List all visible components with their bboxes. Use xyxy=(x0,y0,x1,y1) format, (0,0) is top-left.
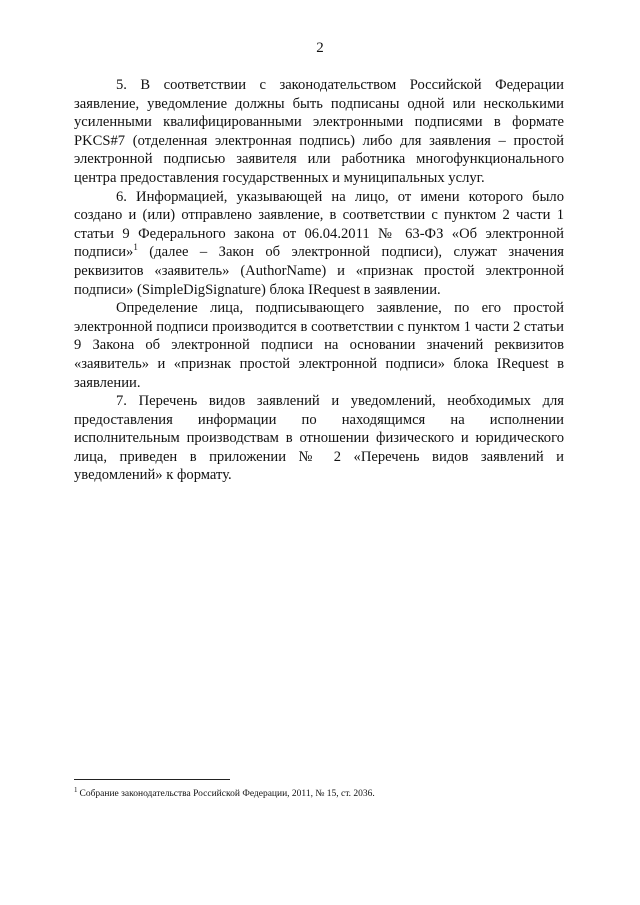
footnote-divider xyxy=(74,779,230,780)
paragraph-6 xyxy=(74,188,564,300)
footnote xyxy=(74,785,564,800)
page-number: 2 xyxy=(316,40,324,56)
paragraph-6-text-end: (далее – Закон об электронной подписи), служат значения реквизитов «заявитель» (AuthorName) и «признак простой электронной подписи» (SimpleDigSignature) блока IRequest в заявлении. xyxy=(74,244,564,298)
footnote-text: Собрание законодательства Российской Федерации, 2011, № 15, ст. 2036. xyxy=(79,789,375,799)
body-text xyxy=(74,76,564,485)
footnote-reference[interactable]: 1 xyxy=(133,242,138,253)
paragraph-5: 5. В соответствии с законодательством Российской Федерации заявление, уведомление должны быть подписаны одной или несколькими усиленными квалифицированными электронными подписями в формате PKCS#7 (отделенная электронная подпись) либо для заявления – простой электронной подписью заявителя или работника многофункционального центра предоставления государственных и муниципальных услуг. xyxy=(74,77,564,186)
paragraph-7: 7. Перечень видов заявлений и уведомлений, необходимых для предоставления информации по находящимся на исполнении исполнительным производствам в отношении физического и юридического лица, приведен в приложении № 2 «Перечень видов заявлений и уведомлений» к формату. xyxy=(74,393,564,484)
paragraph-definition: Определение лица, подписывающего заявление, по его простой электронной подписи производится в соответствии с пунктом 1 части 2 статьи 9 Закона об электронной подписи на основании значений реквизитов «заявитель» и «признак простой электронной подписи» блока IRequest в заявлении. xyxy=(74,300,564,391)
footnote-mark: 1 xyxy=(74,785,78,794)
paragraph-6-text-start: 6. Информацией, указывающей на лицо, от имени которого было создано и (или) отправлено заявление, в соответствии с пунктом 2 части 1 статьи 9 Федерального закона от 06.04.2011 № 63-ФЗ «Об электронной подписи» xyxy=(74,188,564,261)
